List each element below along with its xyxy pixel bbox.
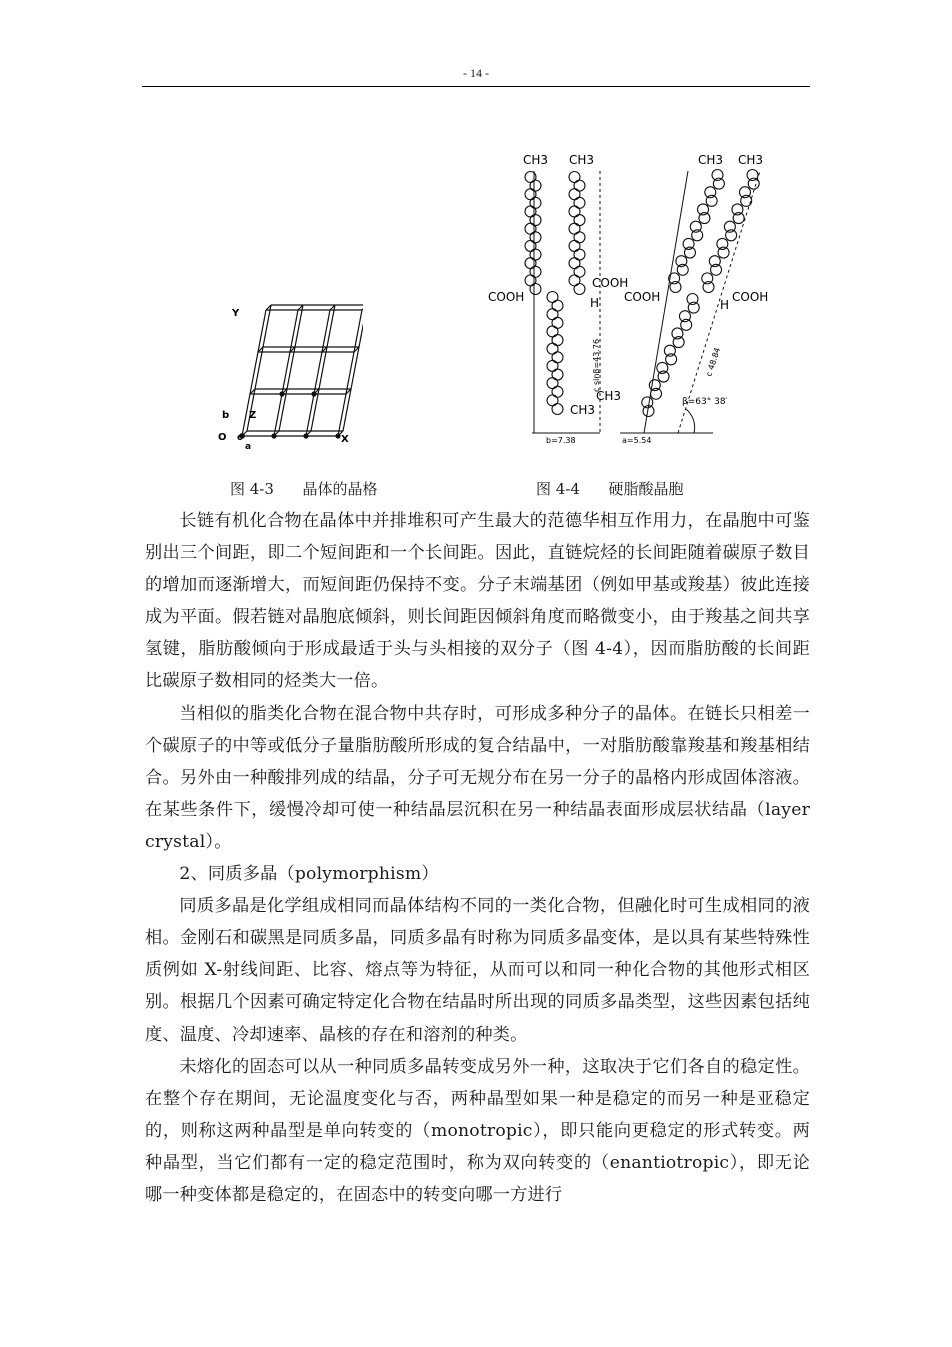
lattice-label-x: X (341, 434, 349, 445)
cooh-label: COOH (624, 290, 661, 304)
page-number: - 14 - (463, 66, 489, 80)
cooh-label: COOH (592, 276, 629, 290)
a-dimension-label: a=5.54 (622, 436, 652, 445)
paragraph: 未熔化的固态可以从一种同质多晶转变成另外一种，这取决于它们各自的稳定性。在整个存在期间，无论温度变化与否，两种晶型如果一种是稳定的而另一种是亚稳定的，则称这两种晶型是单向转变的（monotropic），即只能向更稳定的形式转变。两种晶型，当它们都有一定的稳定范围时，称为双向转变的（enantiotropic），即无论哪一种变体都是稳定的，在固态中的转变向哪一方进行 (145, 1056, 810, 1205)
lattice-label-z: Z (249, 410, 257, 421)
ch3-label: CH3 (596, 389, 622, 403)
section-heading: 2、同质多晶（polymorphism） (179, 864, 439, 885)
figure-4-4-caption: 图 4-4 硬脂酸晶胞 (536, 480, 684, 498)
cooh-label: COOH (732, 290, 769, 304)
paragraph: 当相似的脂类化合物在混合物中共存时，可形成多种分子的晶体。在链长只相差一个碳原子的中等或低分子量脂肪酸所形成的复合结晶中，一对脂肪酸靠羧基和羧基相结合。另外由一种酸排列成的结晶，分子可无规分布在另一分子的晶格内形成固体溶液。在某些条件下，缓慢冷却可使一种结晶层沉积在另一种结晶表面形成层状结晶（layer crystal）。 (145, 703, 810, 852)
crystal-lattice-figure (218, 292, 363, 452)
beta-angle-label: β=63° 38′ (682, 397, 728, 407)
header-rule (142, 86, 810, 87)
lattice-label-b: b (222, 410, 230, 421)
c-length-label: c 48.84 (704, 346, 723, 378)
paragraph: 长链有机化合物在晶体中并排堆积可产生最大的范德华相互作用力，在晶胞中可鉴别出三个间距，即二个短间距和一个长间距。因此，直链烷烃的长间距随着碳原子数目的增加而逐渐增大，而短间距仍保持不变。分子末端基团（例如甲基或羧基）彼此连接成为平面。假若链对晶胞底倾斜，则长间距因倾斜角度而略微变小，由于羧基之间共享氢键，脂肪酸倾向于形成最适于头与头相接的双分子（图 4-4），因而脂肪酸的长间距比碳原子数相同的烃类大一倍。 (145, 511, 810, 692)
cooh-label: COOH (488, 290, 525, 304)
h-label: H (720, 298, 730, 312)
ch3-label: CH3 (570, 403, 596, 417)
stearic-acid-cell-figure (488, 147, 778, 449)
ch3-label: CH3 (738, 153, 764, 167)
figure-4-3-caption: 图 4-3 晶体的晶格 (230, 480, 378, 498)
ch3-label: CH3 (523, 153, 549, 167)
lattice-label-y: Y (232, 308, 240, 319)
paragraph: 同质多晶是化学组成相同而晶体结构不同的一类化合物，但融化时可生成相同的液相。金刚石和碳黑是同质多晶，同质多晶有时称为同质多晶变体，是以具有某些特殊性质例如 X-射线间距、比容、熔点等为特征，从而可以和同一种化合物的其他形式相区别。根据几个因素可确定特定化合物在结晶时所出现的同质多晶类型，这些因素包括纯度、温度、冷却速率、晶核的存在和溶剂的种类。 (145, 896, 810, 1045)
body-text (145, 505, 810, 1211)
ch3-label: CH3 (698, 153, 724, 167)
ch3-label: CH3 (569, 153, 595, 167)
h-label: H (590, 296, 600, 310)
lattice-label-a: a (245, 442, 252, 452)
lattice-label-o: O (218, 432, 227, 443)
c-sin-beta-label: c sinβ=43.76 (592, 338, 601, 392)
lattice-label-c: c (237, 433, 243, 443)
b-dimension-label: b=7.38 (546, 436, 576, 445)
